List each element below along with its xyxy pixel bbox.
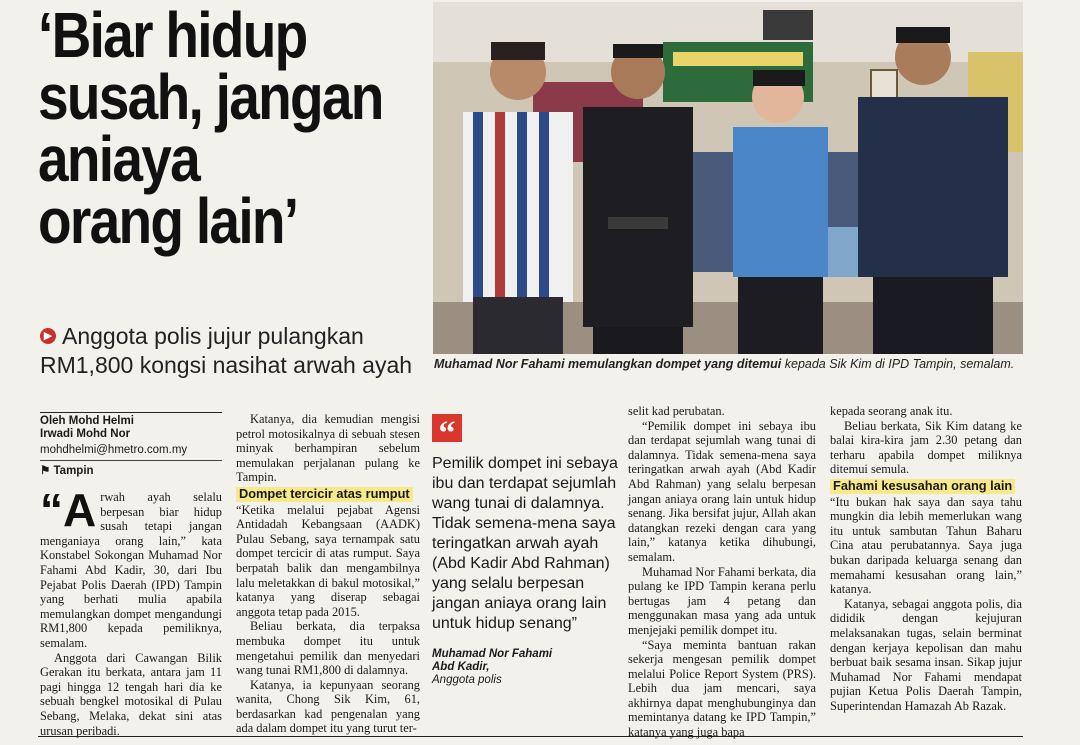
col1-para-1 (40, 484, 222, 651)
byline (40, 412, 222, 477)
pull-quote-name-1: Muhamad Nor Fahami (432, 648, 553, 660)
col4-para-3: Katanya, sebagai anggota polis, dia dididik dengan kejujuran melaksanakan tugas, selain berminat dengan kerjaya kepolisan dan mahu berbuat baik sesama insan. Sikap jujur Muhamad Nor Fahami mendapat pujian Ketua Polis Daerah Tampin, Superintendan Hamazah Ab Razak. (830, 596, 1022, 713)
headline-line-3: aniaya (38, 123, 200, 195)
pull-quote (432, 414, 618, 687)
pull-quote-text: Pemilik dompet ini sebaya ibu dan terdapat sejumlah wang tunai di dalamnya. Tidak semena-mena saya teringatkan arwah ayah (Abd Kadir Abd Rahman) yang selalu berpesan jangan aniaya orang lain untuk hidup senang” (432, 455, 618, 632)
headline-line-4: orang lain’ (38, 185, 298, 257)
col3-para-2: Muhamad Nor Fahami berkata, dia pulang ke IPD Tampin kerana perlu bertugas jam 4 petang dan menggunakan masa yang ada untuk menjejaki pemilik dompet itu. (628, 564, 816, 637)
author-email: mohdhelmi@hmetro.com.my (40, 444, 188, 456)
col4-subheading: Fahami kesusahan orang lain (830, 479, 1015, 494)
pull-quote-name-2: Abd Kadir, (432, 661, 490, 673)
col3-para-1: “Pemilik dompet ini sebaya ibu dan terdapat sejumlah wang tunai di dalamnya. Tidak semena-mena saya teringatkan arwah ayah (Abd Kadir Abd Rahman) yang selalu berpesan jangan aniaya orang lain untuk hidup senang. Jika bersifat jujur, Allah akan datangkan rezeki dengan cara yang lain,” katanya ketika dihubungi, semalam. (628, 418, 816, 564)
caption-bold: Muhamad Nor Fahami memulangkan dompet yang ditemui (434, 357, 782, 371)
bottom-rule (38, 736, 1023, 737)
column-2 (236, 412, 420, 736)
headline (38, 0, 383, 257)
quote-mark-icon: “ (432, 414, 462, 442)
subheadline-text: Anggota polis jujur pulangkan RM1,800 kongsi nasihat arwah ayah (40, 323, 413, 378)
caption-rest: kepada Sik Kim di IPD Tampin, semalam. (781, 357, 1015, 371)
col4-para-2: “Itu bukan hak saya dan saya tahu mungkin dia lebih memerlukan wang itu untuk sambutan Tahun Baharu Cina atau perubatannya. Saya juga bukan daripada keluarga senang dan memahami kesusahan orang lain,” katanya. (830, 494, 1022, 597)
author-2: Irwadi Mohd Nor (40, 428, 131, 440)
photo-caption (434, 357, 1034, 371)
col2-para-3: Beliau berkata, dia terpaksa membuka dompet itu untuk mengetahui pemilik dan menyedari wang tunai RM1,800 di dalamnya. (236, 619, 420, 678)
col3-para-0: selit kad perubatan. (628, 404, 725, 418)
pull-quote-attribution (432, 648, 618, 687)
col2-para-4: Katanya, ia kepunyaan seorang wanita, Chong Sik Kim, 61, berdasarkan kad pengenalan yang ada dalam dompet itu yang turut ter- (236, 677, 420, 736)
col2-para-1: Katanya, dia kemudian mengisi petrol motosikalnya di sebuah stesen minyak berhampiran sebelum memulakan perjalanan pulang ke Tampin. (236, 412, 420, 485)
arrow-bullet-icon: ▶ (40, 328, 56, 344)
headline-line-2: susah, jangan (38, 61, 383, 133)
author-1: Oleh Mohd Helmi (40, 415, 134, 427)
subheadline (40, 322, 430, 380)
col1-para-2: Anggota dari Cawangan Bilik Gerakan itu berkata, antara jam 11 pagi hingga 12 tengah hari dia ke sebuah bengkel motosikal di Pulau Sebang, Melaka, dekat sini atas urusan peribadi. (40, 650, 222, 738)
col2-para-2: “Ketika melalui pejabat Agensi Antidadah Kebangsaan (AADK) Pulau Sebang, saya ternampak satu dompet tercicir di atas rumput. Saya berpatah balik dan mengambilnya lalu meletakkan di bakul motosikal,” katanya yang diserap sebagai anggota tetap pada 2015. (236, 502, 420, 619)
headline-line-1: ‘Biar hidup (38, 0, 307, 71)
drop-cap: “A (40, 484, 97, 536)
col2-subheading: Dompet tercicir atas rumput (236, 487, 413, 502)
column-4 (830, 404, 1022, 713)
dateline: ⚑ Tampin (40, 460, 222, 477)
col3-para-3: “Saya meminta bantuan rakan sekerja mengesan pemilik dompet melalui Police Report System (PRS). Lebih dua jam mencari, saya akhirnya dapat menghubunginya dan memintanya datang ke IPD Tampin,” katanya yang juga bapa (628, 637, 816, 740)
pull-quote-role: Anggota polis (432, 674, 502, 686)
col4-para-0: kepada seorang anak itu. (830, 404, 953, 418)
column-3 (628, 404, 816, 740)
col4-para-1: Beliau berkata, Sik Kim datang ke balai kira-kira jam 2.30 petang dan terharu apabila dompet miliknya ditemui semula. (830, 418, 1022, 477)
byline-rule (40, 412, 222, 413)
col1-para-1-text: rwah ayah selalu berpesan biar hidup susah tetapi jangan menganiaya orang lain,” kata Konstabel Sokongan Muhamad Nor Fahami Abd Kadir, 30, dari Ibu Pejabat Polis Daerah (IPD) Tampin yang berhati mulia apabila memulangkan dompet mengandungi RM1,800 kepada pemiliknya, semalam. (40, 490, 222, 650)
news-photo (433, 2, 1023, 354)
photo-illustration (433, 2, 1023, 354)
dateline-location: Tampin (53, 465, 94, 477)
column-1 (40, 484, 222, 738)
